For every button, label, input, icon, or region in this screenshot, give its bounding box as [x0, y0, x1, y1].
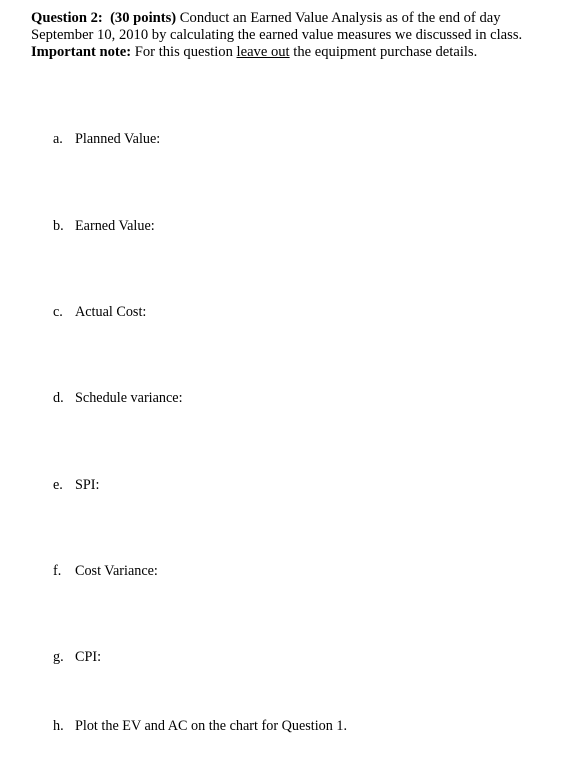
item-cost-variance: [53, 563, 158, 580]
item-label: Actual Cost:: [75, 304, 147, 320]
item-spi: [53, 477, 99, 494]
question-intro-line-1: [31, 10, 556, 27]
item-label: Planned Value:: [75, 131, 161, 147]
item-label: CPI:: [75, 649, 102, 665]
item-label: Schedule variance:: [75, 390, 183, 406]
item-label: SPI:: [75, 477, 100, 493]
important-note-pre: For this question: [131, 44, 237, 60]
item-actual-cost: [53, 304, 146, 321]
item-letter: e.: [53, 477, 63, 493]
item-earned-value: [53, 218, 155, 235]
important-note: [31, 44, 556, 61]
item-letter: h.: [53, 718, 64, 734]
important-note-emphasis: leave out: [236, 44, 290, 60]
item-letter: b.: [53, 218, 64, 234]
item-letter: a.: [53, 131, 63, 147]
item-letter: c.: [53, 304, 63, 320]
item-cpi: [53, 649, 101, 666]
item-plot-ev-ac: [53, 718, 347, 735]
question-intro-line-2: September 10, 2010 by calculating the earned value measures we discussed in class.: [31, 27, 523, 43]
item-label: Earned Value:: [75, 218, 155, 234]
item-letter: g.: [53, 649, 64, 665]
question-number: Question 2:: [31, 10, 103, 26]
important-note-label: Important note:: [31, 44, 132, 60]
item-planned-value: [53, 131, 160, 148]
question-intro-text-1: Conduct an Earned Value Analysis as of the end of day: [176, 10, 501, 26]
question-points: (30 points): [110, 10, 177, 26]
item-letter: d.: [53, 390, 64, 406]
item-schedule-variance: [53, 390, 183, 407]
important-note-post: the equipment purchase details.: [289, 44, 478, 60]
item-letter: f.: [53, 563, 62, 579]
item-label: Cost Variance:: [75, 563, 158, 579]
question-header: [31, 10, 556, 61]
item-label: Plot the EV and AC on the chart for Question 1.: [75, 718, 348, 734]
